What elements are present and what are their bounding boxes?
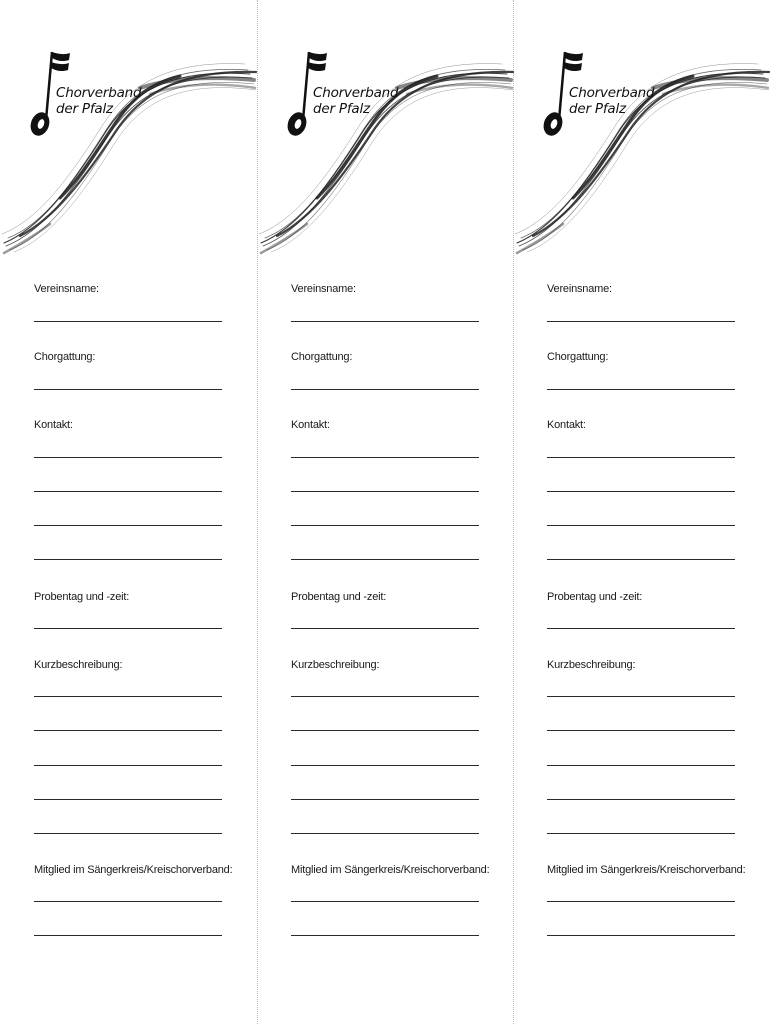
input-line-mitglied-2[interactable] bbox=[547, 935, 735, 936]
input-line-probentag[interactable] bbox=[34, 628, 222, 629]
logo-text bbox=[56, 85, 141, 117]
input-line-kurzbeschreibung-1[interactable] bbox=[547, 696, 735, 697]
label-vereinsname: Vereinsname: bbox=[34, 283, 99, 295]
label-kurzbeschreibung: Kurzbeschreibung: bbox=[547, 659, 636, 671]
label-probentag: Probentag und -zeit: bbox=[291, 591, 387, 603]
input-line-chorgattung[interactable] bbox=[547, 389, 735, 390]
label-chorgattung: Chorgattung: bbox=[547, 351, 609, 363]
label-mitglied: Mitglied im Sängerkreis/Kreischorverband: bbox=[547, 864, 746, 876]
input-line-kontakt-3[interactable] bbox=[547, 525, 735, 526]
input-line-vereinsname[interactable] bbox=[547, 321, 735, 322]
input-line-kontakt-4[interactable] bbox=[291, 559, 479, 560]
input-line-kurzbeschreibung-2[interactable] bbox=[291, 730, 479, 731]
label-probentag: Probentag und -zeit: bbox=[34, 591, 130, 603]
input-line-mitglied-1[interactable] bbox=[34, 901, 222, 902]
input-line-kurzbeschreibung-4[interactable] bbox=[34, 799, 222, 800]
input-line-kontakt-4[interactable] bbox=[547, 559, 735, 560]
music-note-icon bbox=[0, 38, 257, 278]
label-probentag: Probentag und -zeit: bbox=[547, 591, 643, 603]
input-line-kurzbeschreibung-4[interactable] bbox=[291, 799, 479, 800]
label-kurzbeschreibung: Kurzbeschreibung: bbox=[291, 659, 380, 671]
label-kontakt: Kontakt: bbox=[291, 419, 330, 431]
bookmark-card-2 bbox=[257, 0, 514, 1024]
label-kurzbeschreibung: Kurzbeschreibung: bbox=[34, 659, 123, 671]
label-chorgattung: Chorgattung: bbox=[34, 351, 96, 363]
input-line-vereinsname[interactable] bbox=[34, 321, 222, 322]
card-header bbox=[257, 38, 514, 278]
input-line-chorgattung[interactable] bbox=[34, 389, 222, 390]
input-line-chorgattung[interactable] bbox=[291, 389, 479, 390]
input-line-kurzbeschreibung-5[interactable] bbox=[547, 833, 735, 834]
label-vereinsname: Vereinsname: bbox=[291, 283, 356, 295]
input-line-kurzbeschreibung-5[interactable] bbox=[291, 833, 479, 834]
bookmark-card-1 bbox=[0, 0, 257, 1024]
label-mitglied: Mitglied im Sängerkreis/Kreischorverband: bbox=[34, 864, 233, 876]
input-line-kontakt-2[interactable] bbox=[34, 491, 222, 492]
input-line-probentag[interactable] bbox=[547, 628, 735, 629]
label-chorgattung: Chorgattung: bbox=[291, 351, 353, 363]
input-line-mitglied-2[interactable] bbox=[34, 935, 222, 936]
label-mitglied: Mitglied im Sängerkreis/Kreischorverband: bbox=[291, 864, 490, 876]
music-note-icon bbox=[513, 38, 770, 278]
input-line-kurzbeschreibung-5[interactable] bbox=[34, 833, 222, 834]
input-line-kurzbeschreibung-3[interactable] bbox=[291, 765, 479, 766]
logo-text bbox=[313, 85, 398, 117]
bookmark-card-3 bbox=[513, 0, 770, 1024]
logo-line-1: Chorverband bbox=[56, 85, 142, 101]
logo-line-1: Chorverband bbox=[313, 85, 399, 101]
card-header bbox=[0, 38, 257, 278]
input-line-kontakt-3[interactable] bbox=[34, 525, 222, 526]
label-vereinsname: Vereinsname: bbox=[547, 283, 612, 295]
input-line-kontakt-1[interactable] bbox=[291, 457, 479, 458]
music-note-icon bbox=[257, 38, 514, 278]
logo-line-1: Chorverband bbox=[569, 85, 655, 101]
input-line-kontakt-3[interactable] bbox=[291, 525, 479, 526]
label-kontakt: Kontakt: bbox=[547, 419, 586, 431]
input-line-kontakt-2[interactable] bbox=[291, 491, 479, 492]
input-line-kurzbeschreibung-4[interactable] bbox=[547, 799, 735, 800]
card-header bbox=[513, 38, 770, 278]
input-line-kurzbeschreibung-1[interactable] bbox=[34, 696, 222, 697]
input-line-kurzbeschreibung-3[interactable] bbox=[34, 765, 222, 766]
input-line-kontakt-1[interactable] bbox=[547, 457, 735, 458]
logo-text bbox=[569, 85, 654, 117]
logo-line-2: der Pfalz bbox=[56, 101, 113, 117]
input-line-kurzbeschreibung-3[interactable] bbox=[547, 765, 735, 766]
input-line-mitglied-1[interactable] bbox=[547, 901, 735, 902]
label-kontakt: Kontakt: bbox=[34, 419, 73, 431]
input-line-mitglied-2[interactable] bbox=[291, 935, 479, 936]
input-line-kontakt-2[interactable] bbox=[547, 491, 735, 492]
logo-line-2: der Pfalz bbox=[313, 101, 370, 117]
input-line-kontakt-1[interactable] bbox=[34, 457, 222, 458]
input-line-kurzbeschreibung-1[interactable] bbox=[291, 696, 479, 697]
input-line-kurzbeschreibung-2[interactable] bbox=[34, 730, 222, 731]
input-line-kontakt-4[interactable] bbox=[34, 559, 222, 560]
logo-line-2: der Pfalz bbox=[569, 101, 626, 117]
input-line-probentag[interactable] bbox=[291, 628, 479, 629]
input-line-vereinsname[interactable] bbox=[291, 321, 479, 322]
input-line-kurzbeschreibung-2[interactable] bbox=[547, 730, 735, 731]
input-line-mitglied-1[interactable] bbox=[291, 901, 479, 902]
